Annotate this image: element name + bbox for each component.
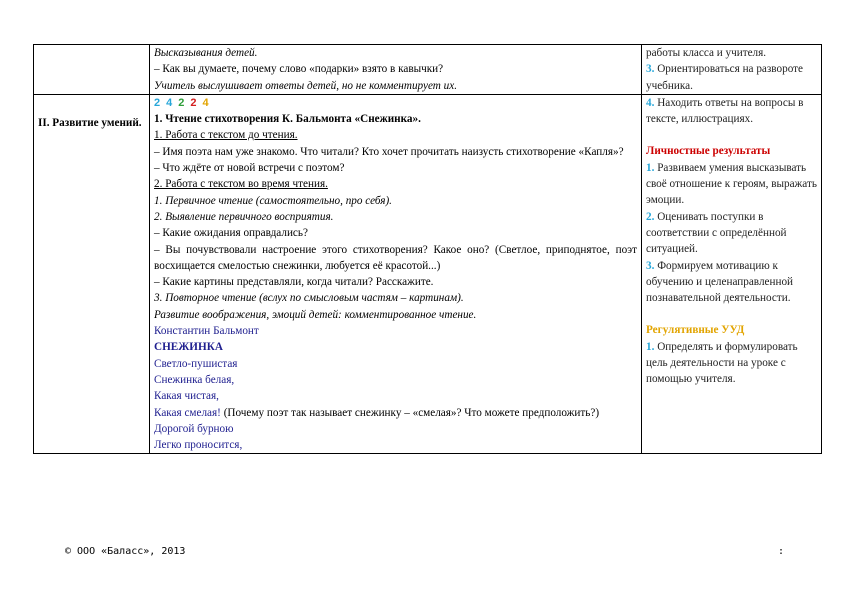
line-text: Высказывания детей. xyxy=(154,47,258,59)
outcome-item xyxy=(646,95,817,128)
outcome-number: 2. xyxy=(646,210,655,223)
activity-cell xyxy=(150,94,642,454)
skill-code-digit: 4 xyxy=(202,96,209,109)
outcome-text: Оценивать поступки в соответствии с определённой ситуацией. xyxy=(646,210,787,256)
text-line xyxy=(154,160,637,176)
outcome-number: 1. xyxy=(646,340,655,353)
outcome-number: 3. xyxy=(646,63,655,76)
text-line xyxy=(154,421,637,437)
line-text: Дорогой бурною xyxy=(154,422,234,435)
stage-cell xyxy=(34,94,150,454)
outcome-text: Формируем мотивацию к обучению и целенаправленной познавательной деятельности. xyxy=(646,259,794,305)
text-line xyxy=(154,209,637,225)
line-text: 1. Чтение стихотворения К. Бальмонта «Снежинка». xyxy=(154,113,421,126)
text-line xyxy=(154,127,637,143)
line-text: Развитие воображения, эмоций детей: комментированное чтение. xyxy=(154,308,477,321)
text-line xyxy=(154,111,637,127)
line-text: Какая чистая, xyxy=(154,390,219,403)
outcome-text: Находить ответы на вопросы в тексте, иллюстрациях. xyxy=(646,96,804,126)
outcome-text: Развиваем умения высказывать своё отношение к героям, выражать эмоции. xyxy=(646,161,817,207)
spacer xyxy=(646,127,817,143)
outcome-number: 1. xyxy=(646,161,655,174)
skill-code-digit: 2 xyxy=(154,96,161,109)
stage-label: II. Развитие умений. xyxy=(38,116,142,129)
text-line xyxy=(154,225,637,241)
line-text: 2. Работа с текстом во время чтения. xyxy=(154,178,328,191)
line-text: – Имя поэта нам уже знакомо. Что читали? Кто хочет прочитать наизусть стихотворение «Капля»? xyxy=(154,145,624,158)
line-text: 3. Повторное чтение (вслух по смысловым частям – картинам). xyxy=(154,292,464,305)
outcome-item xyxy=(646,258,817,307)
line-text: Светло-пушистая xyxy=(154,357,238,370)
line-text: – Как вы думаете, почему слово «подарки» взято в кавычки? xyxy=(154,63,444,76)
text-line xyxy=(154,61,637,77)
spacer xyxy=(646,306,817,322)
lesson-table xyxy=(33,44,822,454)
skill-code-digit: 4 xyxy=(166,96,173,109)
outcome-heading: Регулятивные УУД xyxy=(646,324,745,337)
line-text: – Вы почувствовали настроение этого стихотворения? Какое оно? (Светлое, приподнятое, поэт восхищается смелостью снежинки, любуется её красотой...) xyxy=(154,243,637,272)
text-line xyxy=(154,405,637,421)
line-text: – Что ждёте от новой встречи с поэтом? xyxy=(154,162,345,175)
outcome-item xyxy=(646,209,817,258)
text-line xyxy=(154,356,637,372)
line-text: 1. Первичное чтение (самостоятельно, про себя). xyxy=(154,194,392,207)
outcome-item xyxy=(646,339,817,388)
skill-code-digit: 2 xyxy=(178,96,185,109)
text-line xyxy=(154,193,637,209)
outcome-item xyxy=(646,61,817,94)
line-text: Легко проносится, xyxy=(154,439,243,452)
line-text: – Какие ожидания оправдались? xyxy=(154,227,308,240)
skill-codes xyxy=(154,95,637,111)
text-line xyxy=(154,307,637,323)
outcomes-cell xyxy=(642,94,822,454)
outcome-text: Определять и формулировать цель деятельности на уроке с помощью учителя. xyxy=(646,340,798,386)
line-text: – Какие картины представляли, когда читали? Расскажите. xyxy=(154,276,434,289)
line-text: 2. Выявление первичного восприятия. xyxy=(154,210,334,223)
outcome-number: 3. xyxy=(646,259,655,272)
line-text: Какая смелая! xyxy=(154,406,221,419)
text-line xyxy=(154,323,637,339)
text-line xyxy=(154,290,637,306)
line-text: Учитель выслушивает ответы детей, но не комментирует их. xyxy=(154,79,457,92)
line-text: 1. Работа с текстом до чтения. xyxy=(154,129,298,142)
outcome-heading: Личностные результаты xyxy=(646,145,771,158)
outcome-text: работы класса и учителя. xyxy=(646,47,767,59)
line-text: Константин Бальмонт xyxy=(154,325,259,338)
text-line xyxy=(154,339,637,355)
text-line xyxy=(154,242,637,275)
text-line xyxy=(154,437,637,453)
line-text: СНЕЖИНКА xyxy=(154,341,223,354)
text-line xyxy=(154,372,637,388)
footer-copyright: © ООО «Баласс», 2013 xyxy=(65,546,186,557)
table-row xyxy=(34,45,822,95)
text-line xyxy=(154,274,637,290)
text-line xyxy=(154,144,637,160)
text-line xyxy=(154,176,637,192)
outcomes-cell xyxy=(642,45,822,95)
table-row xyxy=(34,94,822,454)
activity-cell xyxy=(150,45,642,95)
footer-page-marker: : xyxy=(778,546,785,557)
outcome-item xyxy=(646,45,817,61)
outcome-text: Ориентироваться на развороте учебника. xyxy=(646,63,803,92)
text-line xyxy=(154,388,637,404)
stage-cell xyxy=(34,45,150,95)
text-line xyxy=(154,45,637,61)
outcome-number: 4. xyxy=(646,96,655,109)
skill-code-digit: 2 xyxy=(190,96,197,109)
line-comment: (Почему поэт так называет снежинку – «смелая»? Что можете предположить?) xyxy=(220,406,600,419)
text-line xyxy=(154,78,637,94)
outcome-item xyxy=(646,160,817,209)
line-text: Снежинка белая, xyxy=(154,373,235,386)
